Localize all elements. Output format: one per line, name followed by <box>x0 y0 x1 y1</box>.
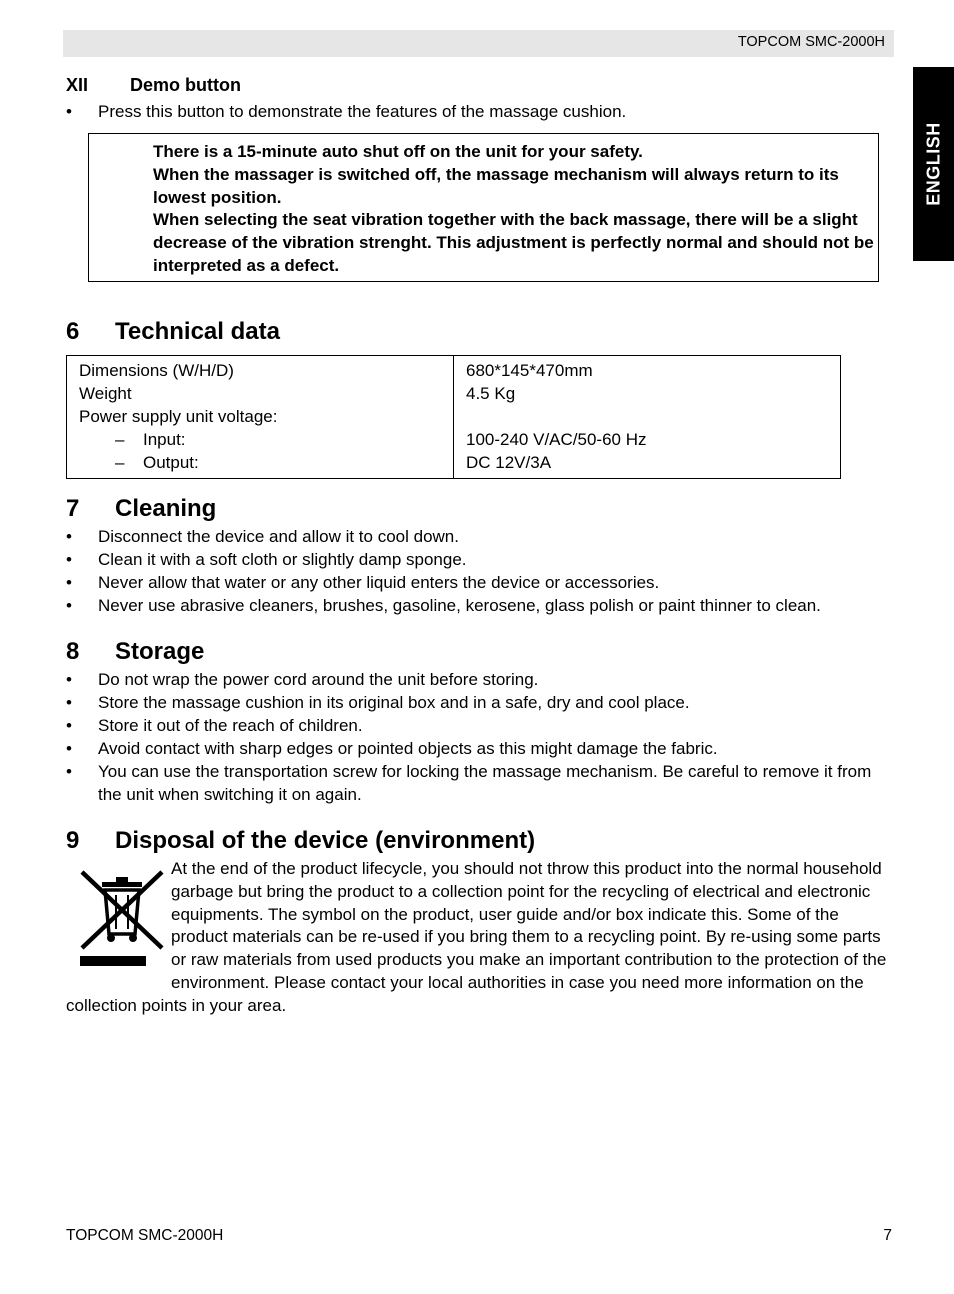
storage-heading <box>66 638 204 666</box>
label-power: Power supply unit voltage: <box>79 407 278 426</box>
notice-line: When selecting the seat vibration together with the back massage, there will be a slight decrease of the vibration strenght. This adjustment is perfectly normal and should not be interpreted as a defect. <box>153 210 874 275</box>
cleaning-bullet-list <box>66 525 896 617</box>
label-input: Input: <box>143 430 186 449</box>
demo-title: Demo button <box>130 75 241 95</box>
section-number: 9 <box>66 827 80 854</box>
technical-data-table <box>66 355 841 479</box>
notice-line: There is a 15-minute auto shut off on the unit for your safety. <box>153 142 643 161</box>
label-dimensions: Dimensions (W/H/D) <box>79 361 234 380</box>
section-number: 7 <box>66 495 80 522</box>
value-weight: 4.5 Kg <box>466 384 516 403</box>
section-title: Technical data <box>115 318 280 345</box>
list-item: • Avoid contact with sharp edges or pointed objects as this might damage the fabric. <box>66 737 896 760</box>
tech-values-cell <box>454 356 841 479</box>
section-title: Disposal of the device (environment) <box>115 827 536 854</box>
list-item: • You can use the transportation screw for locking the massage mechanism. Be careful to remove it from the unit when switching it on again. <box>66 760 896 806</box>
section-title: Cleaning <box>115 495 217 522</box>
section-number: 8 <box>66 638 80 665</box>
value-output: DC 12V/3A <box>466 453 552 472</box>
storage-bullet-list <box>66 668 896 806</box>
list-item: • Clean it with a soft cloth or slightly damp sponge. <box>66 548 896 571</box>
notice-line: When the massager is switched off, the massage mechanism will always return to its lowest position. <box>153 164 839 207</box>
value-input: 100-240 V/AC/50-60 Hz <box>466 430 647 449</box>
page-number: 7 <box>883 1227 892 1244</box>
header-product-name: TOPCOM SMC-2000H <box>737 34 885 50</box>
value-dimensions: 680*145*470mm <box>466 361 593 380</box>
tech-labels-cell <box>67 356 454 479</box>
list-item: • Do not wrap the power cord around the unit before storing. <box>66 668 896 691</box>
list-item: • Never use abrasive cleaners, brushes, gasoline, kerosene, glass polish or paint thinner to clean. <box>66 594 896 617</box>
footer-product-name: TOPCOM SMC-2000H <box>66 1227 224 1244</box>
label-output: Output: <box>143 453 199 472</box>
page-header <box>63 30 894 57</box>
weee-bin-icon <box>66 858 171 973</box>
demo-number: XII <box>66 75 89 95</box>
list-item: • Store the massage cushion in its original box and in a safe, dry and cool place. <box>66 691 896 714</box>
demo-bullet-list <box>66 100 896 123</box>
language-tab <box>913 67 954 261</box>
list-item: • Disconnect the device and allow it to cool down. <box>66 525 896 548</box>
section-number: 6 <box>66 318 80 345</box>
list-item: • Store it out of the reach of children. <box>66 714 896 737</box>
cleaning-heading <box>66 495 216 523</box>
language-label: ENGLISH <box>923 122 943 206</box>
section-title: Storage <box>115 638 205 665</box>
label-weight: Weight <box>79 384 132 403</box>
disposal-heading <box>66 827 535 855</box>
technical-heading <box>66 318 280 346</box>
demo-heading <box>66 75 241 96</box>
disposal-text: At the end of the product lifecycle, you should not throw this product into the normal household garbage but bring the product to a collection point for the recycling of electrical and electronic equipments. The symbol on the product, user guide and/or box indicate this. Some of the product materials can be re-used if you bring them to a recycling point. By re-using some parts or raw materials from used products you make an important contribution to the protection of the environment. Please contact your local authorities in case you need more information on the collection points in your area. <box>66 859 887 1015</box>
disposal-paragraph <box>66 858 894 1018</box>
safety-notice-box <box>88 133 879 282</box>
list-item: • Press this button to demonstrate the features of the massage cushion. <box>66 100 896 123</box>
list-item: • Never allow that water or any other liquid enters the device or accessories. <box>66 571 896 594</box>
